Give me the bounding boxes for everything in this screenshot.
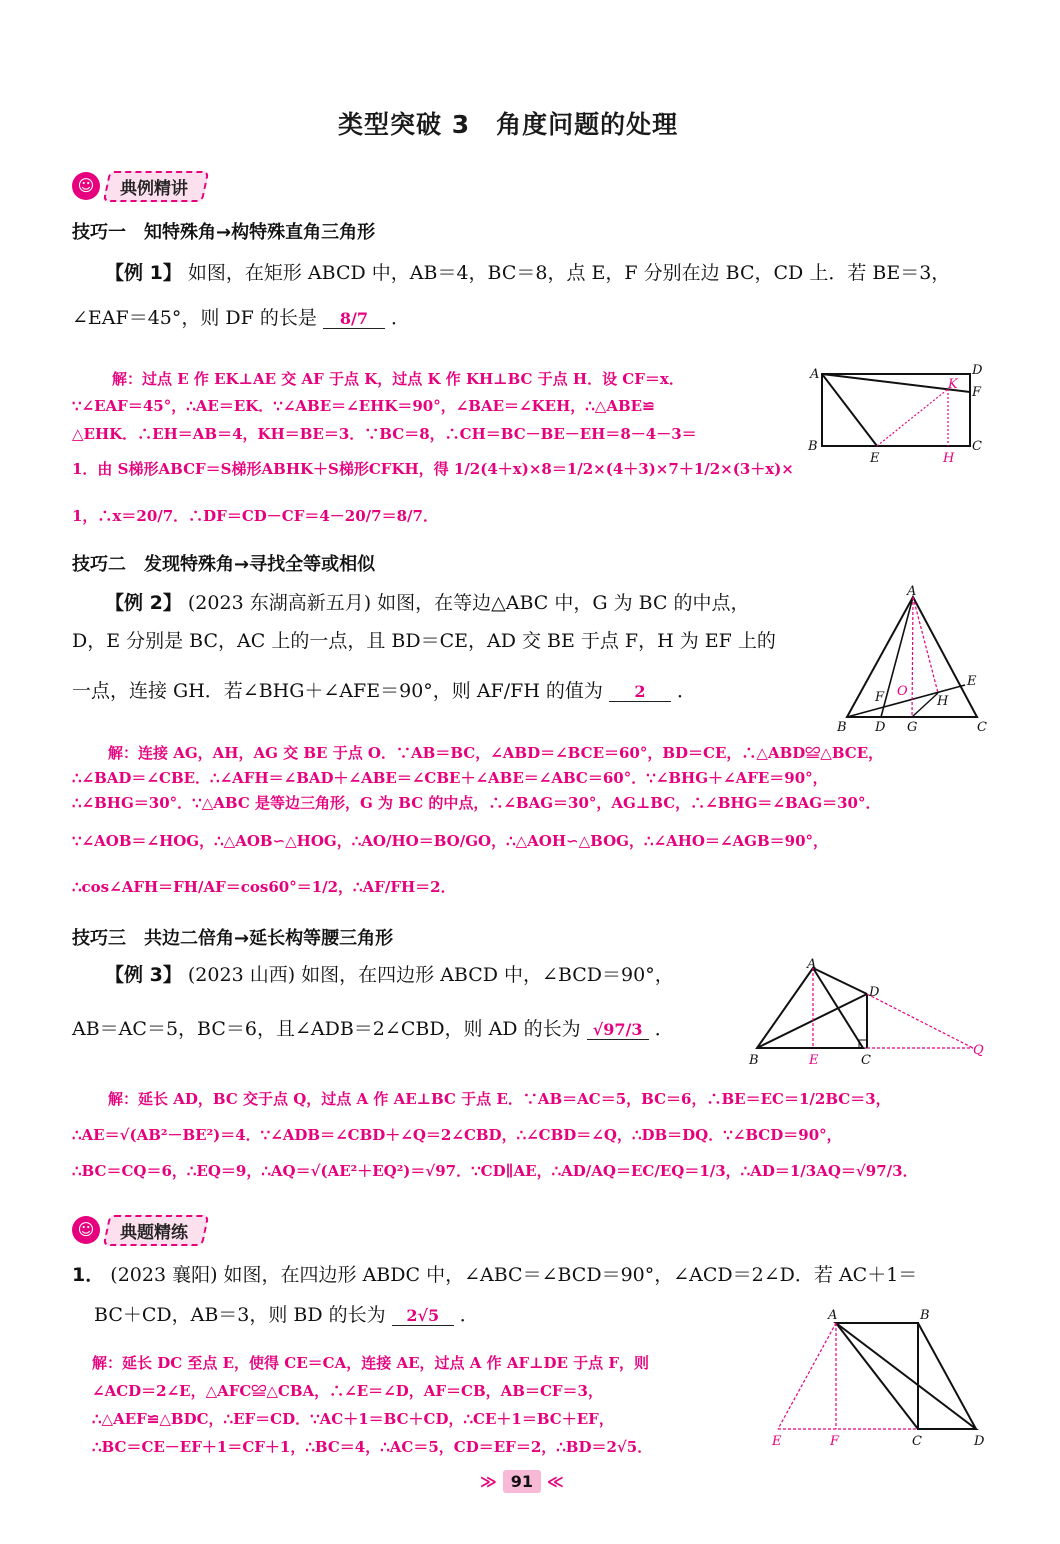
example-text: ∠EAF＝45°，则 DF 的长是 xyxy=(72,307,317,329)
solution-line: 解：延长 DC 至点 E，使得 CE＝CA，连接 AE，过点 A 作 AF⊥DE 于点 F，则 xyxy=(92,1354,650,1372)
example-3-line-2: AB＝AC＝5，BC＝6，且∠ADB＝2∠CBD，则 AD 的长为 √97/3 ． xyxy=(72,1018,674,1040)
skill-heading-3: 技巧三 共边二倍角→延长构等腰三角形 xyxy=(72,928,394,949)
problem-text: (2023 襄阳) 如图，在四边形 ABDC 中，∠ABC＝∠BCD＝90°，∠ACD＝2∠D．若 AC＋1＝ xyxy=(110,1264,918,1286)
point-label-k: K xyxy=(948,377,958,392)
point-label-c: C xyxy=(912,1434,922,1449)
point-label-g: G xyxy=(907,720,918,735)
example-text: 一点，连接 GH．若∠BHG＋∠AFE＝90°，则 AF/FH 的值为 xyxy=(72,680,603,702)
point-label-f: F xyxy=(875,690,885,705)
example-2-line-3: 一点，连接 GH．若∠BHG＋∠AFE＝90°，则 AF/FH 的值为 2 ． xyxy=(72,680,697,702)
point-label-f: F xyxy=(972,385,982,400)
example-label: 【例 2】 xyxy=(105,592,182,614)
page-title: 类型突破 3 角度问题的处理 xyxy=(338,110,679,139)
page-number-value: 91 xyxy=(503,1470,541,1493)
solution-line: ∴△AEF≌△BDC，∴EF＝CD．∵AC＋1＝BC＋CD，∴CE＋1＝BC＋EF， xyxy=(92,1410,614,1428)
solution-line: ∵∠EAF＝45°，∴AE＝EK．∵∠ABE＝∠EHK＝90°，∠BAE＝∠KEH，∴△ABE≌ xyxy=(72,397,655,415)
banner-label: 典题精练 xyxy=(120,1222,188,1243)
point-label-a: A xyxy=(810,367,820,382)
point-label-h: H xyxy=(943,451,955,466)
solution-line: 解：连接 AG，AH，AG 交 BE 于点 O．∵AB＝BC，∠ABD＝∠BCE＝60°，BD＝CE，∴△ABD≌△BCE， xyxy=(108,744,884,762)
point-label-c: C xyxy=(861,1053,871,1068)
mascot-icon: ☺ xyxy=(72,172,100,200)
section-banner-practice xyxy=(72,1214,206,1246)
section-banner-examples xyxy=(72,170,206,202)
point-label-e: E xyxy=(772,1434,782,1449)
example-label: 【例 1】 xyxy=(105,262,182,284)
figure-quadrilateral-abdc xyxy=(770,1305,1000,1450)
example-1-line-1 xyxy=(105,258,950,285)
figure-triangle-abc xyxy=(835,585,995,745)
banner-label: 典例精讲 xyxy=(120,178,188,199)
example-text: (2023 东湖高新五月) 如图，在等边△ABC 中，G 为 BC 的中点， xyxy=(187,592,750,614)
example-1-line-2: ∠EAF＝45°，则 DF 的长是 8/7 ． xyxy=(72,307,410,329)
point-label-h: H xyxy=(937,694,949,709)
example-text: AB＝AC＝5，BC＝6，且∠ADB＝2∠CBD，则 AD 的长为 xyxy=(72,1018,581,1040)
point-label-a: A xyxy=(828,1308,838,1323)
solution-line: ∵∠AOB＝∠HOG，∴△AOB∽△HOG，∴AO/HO＝BO/GO，∴△AOH∽△BOG，∴∠AHO＝∠AGB＝90°， xyxy=(72,832,829,850)
point-label-e: E xyxy=(967,674,977,689)
point-label-a: A xyxy=(907,585,917,599)
point-label-d: D xyxy=(869,985,880,1000)
example-text: 如图，在矩形 ABCD 中，AB＝4，BC＝8，点 E，F 分别在边 BC，CD 上．若 BE＝3， xyxy=(187,262,951,284)
point-label-b: B xyxy=(749,1053,759,1068)
chevron-left-icon: ≪ xyxy=(547,1472,564,1491)
solution-line: ∴BC＝CQ＝6，∴EQ＝9，∴AQ＝√(AE²＋EQ²)＝√97．∵CD∥AE，∴AD/AQ＝EC/EQ＝1/3，∴AD＝1/3AQ＝√97/3． xyxy=(72,1162,918,1180)
problem-number: 1． xyxy=(72,1264,105,1286)
answer-blank: 2 xyxy=(609,682,671,702)
point-label-d: D xyxy=(974,1434,985,1449)
mascot-icon: ☺ xyxy=(72,1216,100,1244)
figure-quadrilateral-abcd xyxy=(745,956,995,1071)
solution-line: 1，∴x＝20/7．∴DF＝CD－CF＝4－20/7＝8/7． xyxy=(72,507,438,525)
point-label-o: O xyxy=(897,684,908,699)
example-label: 【例 3】 xyxy=(105,964,182,986)
example-3-line-1 xyxy=(105,960,674,987)
point-label-q: Q xyxy=(973,1043,984,1058)
point-label-b: B xyxy=(837,720,847,735)
solution-line: ∠ACD＝2∠E，△AFC≌△CBA，∴∠E＝∠D，AF＝CB，AB＝CF＝3， xyxy=(92,1382,603,1400)
point-label-c: C xyxy=(972,439,982,454)
solution-line: ∴BC＝CE－EF＋1＝CF＋1，∴BC＝4，∴AC＝5，CD＝EF＝2，∴BD＝2√5． xyxy=(92,1438,653,1456)
practice-1-line-1 xyxy=(72,1260,917,1287)
example-2-line-2: D，E 分别是 BC，AC 上的一点，且 BD＝CE，AD 交 BE 于点 F，H 为 EF 上的 xyxy=(72,630,776,652)
solution-line: ∴∠BHG＝30°．∵△ABC 是等边三角形，G 为 BC 的中点，∴∠BAG＝30°，AG⊥BC，∴∠BHG＝∠BAG＝30°． xyxy=(72,794,881,812)
skill-heading-1: 技巧一 知特殊角→构特殊直角三角形 xyxy=(72,222,376,243)
solution-line: 解：延长 AD，BC 交于点 Q，过点 A 作 AE⊥BC 于点 E．∵AB＝AC＝5，BC＝6，∴BE＝EC＝1/2BC＝3， xyxy=(108,1090,891,1108)
point-label-b: B xyxy=(808,439,818,454)
practice-1-line-2: BC＋CD，AB＝3，则 BD 的长为 2√5 ． xyxy=(94,1304,479,1326)
point-label-e: E xyxy=(870,451,880,466)
solution-line: 1．由 S梯形ABCF＝S梯形ABHK＋S梯形CFKH，得 1/2(4＋x)×8＝1/2×(4＋3)×7＋1/2×(3＋x)× xyxy=(72,460,794,478)
solution-line: ∴cos∠AFH＝FH/AF＝cos60°＝1/2，∴AF/FH＝2． xyxy=(72,878,456,896)
figure-rectangle-abcd xyxy=(800,362,990,472)
solution-line: ∴AE＝√(AB²－BE²)＝4．∵∠ADB＝∠CBD＋∠Q＝2∠CBD，∴∠CBD＝∠Q，∴DB＝DQ．∵∠BCD＝90°， xyxy=(72,1126,842,1144)
point-label-e: E xyxy=(809,1053,819,1068)
point-label-a: A xyxy=(807,957,817,972)
solution-line: 解：过点 E 作 EK⊥AE 交 AF 于点 K，过点 K 作 KH⊥BC 于点 H．设 CF＝x． xyxy=(112,370,684,388)
point-label-b: B xyxy=(920,1308,930,1323)
point-label-d: D xyxy=(972,363,983,378)
point-label-c: C xyxy=(977,720,987,735)
solution-line: ∴∠BAD＝∠CBE．∴∠AFH＝∠BAD＋∠ABE＝∠CBE＋∠ABE＝∠ABC＝60°．∵∠BHG＋∠AFE＝90°， xyxy=(72,769,828,787)
skill-heading-2: 技巧二 发现特殊角→寻找全等或相似 xyxy=(72,554,376,575)
point-label-f: F xyxy=(830,1434,840,1449)
example-text: (2023 山西) 如图，在四边形 ABCD 中，∠BCD＝90°， xyxy=(187,964,674,986)
chevron-right-icon: ≫ xyxy=(480,1472,497,1491)
answer-blank: 2√5 xyxy=(392,1306,454,1326)
answer-blank: √97/3 xyxy=(587,1020,649,1040)
page-number xyxy=(480,1472,564,1491)
point-label-d: D xyxy=(875,720,886,735)
problem-text: BC＋CD，AB＝3，则 BD 的长为 xyxy=(94,1304,386,1326)
answer-blank: 8/7 xyxy=(323,309,385,329)
example-2-line-1 xyxy=(105,588,750,615)
solution-line: △EHK．∴EH＝AB＝4，KH＝BE＝3．∵BC＝8，∴CH＝BC－BE－EH＝8－4－3＝ xyxy=(72,425,697,443)
